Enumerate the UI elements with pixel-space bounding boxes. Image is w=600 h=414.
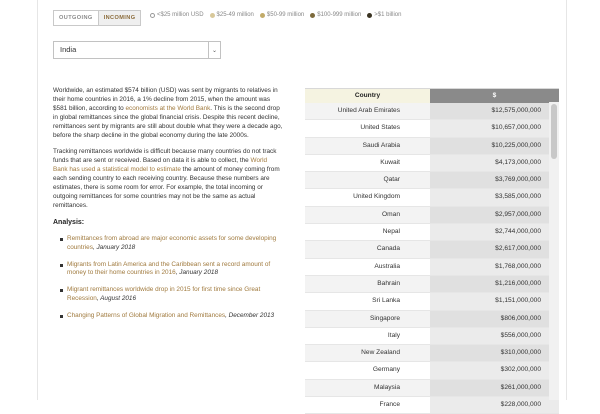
legend-dot-icon bbox=[210, 13, 215, 18]
table-row bbox=[305, 328, 559, 345]
country-cell: Nepal bbox=[382, 228, 400, 236]
table-row bbox=[305, 138, 559, 155]
world-bank-economists-link[interactable]: economists at the World Bank bbox=[125, 104, 211, 112]
country-cell: New Zealand bbox=[361, 349, 400, 357]
value-cell: $1,216,000,000 bbox=[430, 276, 559, 292]
table-row bbox=[305, 311, 559, 328]
country-cell: United States bbox=[360, 124, 400, 132]
legend-label: $100-999 million bbox=[317, 12, 362, 18]
value-cell: $806,000,000 bbox=[430, 311, 559, 327]
table-row bbox=[305, 155, 559, 172]
country-cell: Sri Lanka bbox=[372, 297, 400, 305]
legend-dot-icon bbox=[367, 13, 372, 18]
incoming-tab[interactable]: INCOMING bbox=[98, 11, 141, 25]
value-cell: $1,151,000,000 bbox=[430, 293, 559, 309]
value-column-header[interactable]: $ bbox=[430, 89, 559, 103]
analysis-item bbox=[53, 286, 283, 304]
analysis-item bbox=[53, 235, 283, 253]
outgoing-tab[interactable]: OUTGOING bbox=[59, 15, 93, 21]
analysis-link[interactable]: Migrant remittances worldwide drop in 2015 for first time since Great Recession bbox=[67, 286, 261, 303]
country-cell: Qatar bbox=[383, 176, 400, 184]
value-cell: $2,617,000,000 bbox=[430, 241, 559, 257]
table-row bbox=[305, 103, 559, 120]
value-cell: $261,000,000 bbox=[430, 380, 559, 396]
statistical-model-link[interactable]: World Bank has used a statistical model to estimate bbox=[53, 157, 268, 174]
value-cell: $10,657,000,000 bbox=[430, 120, 559, 136]
country-cell: Malaysia bbox=[373, 383, 400, 391]
value-cell: $302,000,000 bbox=[430, 362, 559, 378]
country-cell: Bahrain bbox=[377, 279, 400, 287]
analysis-link[interactable]: Migrants from Latin America and the Caribbean sent a record amount of money to their home countries in 2016 bbox=[67, 260, 271, 277]
bullet-icon bbox=[60, 315, 63, 318]
chevron-down-icon[interactable]: ⌄ bbox=[208, 42, 220, 58]
legend-label: $25-49 million bbox=[216, 12, 254, 18]
analysis-list bbox=[53, 235, 283, 321]
table-row bbox=[305, 293, 559, 310]
country-select-value: India bbox=[60, 45, 77, 54]
map-legend bbox=[150, 12, 401, 18]
table-row bbox=[305, 397, 559, 414]
legend-item bbox=[210, 12, 254, 18]
value-cell: $4,173,000,000 bbox=[430, 155, 559, 171]
analysis-date: , August 2016 bbox=[96, 295, 137, 303]
value-cell: $3,585,000,000 bbox=[430, 189, 559, 205]
value-cell: $310,000,000 bbox=[430, 345, 559, 361]
country-column-header[interactable]: Country bbox=[305, 89, 430, 103]
analysis-date: , January 2018 bbox=[175, 269, 218, 277]
table-body bbox=[305, 103, 559, 414]
table-row bbox=[305, 172, 559, 189]
bullet-icon bbox=[60, 264, 63, 267]
table-row bbox=[305, 345, 559, 362]
analysis-item bbox=[53, 312, 283, 321]
method-text: Tracking remittances worldwide is difficult because many countries do not track funds that are sent or received. Based on data it is able to collect, the bbox=[53, 148, 277, 165]
country-select[interactable] bbox=[53, 41, 221, 59]
legend-label: $50-99 million bbox=[266, 12, 305, 18]
analysis-heading: Analysis: bbox=[53, 218, 85, 226]
country-cell: Canada bbox=[376, 245, 400, 253]
frame-border-right bbox=[566, 0, 567, 400]
country-cell: Saudi Arabia bbox=[362, 141, 400, 149]
legend-dot-icon bbox=[150, 13, 155, 18]
analysis-date: , January 2018 bbox=[92, 243, 136, 251]
country-cell: Australia bbox=[374, 262, 400, 270]
analysis-item bbox=[53, 261, 283, 279]
table-row bbox=[305, 362, 559, 379]
value-cell: $3,769,000,000 bbox=[430, 172, 559, 188]
legend-dot-icon bbox=[260, 13, 265, 18]
table-row bbox=[305, 380, 559, 397]
intro-text-cont: . This is the second drop in global remittances since the global financial crisis. Despite this recent decline, remittances sent by migrants are still about double what they were a decade ago, before the sharp decline in the global economy during the late 2000s. bbox=[53, 104, 283, 139]
legend-item bbox=[260, 12, 304, 18]
article-text bbox=[53, 87, 283, 329]
value-cell: $2,957,000,000 bbox=[430, 207, 559, 223]
country-cell: Germany bbox=[372, 366, 400, 374]
analysis-link[interactable]: Changing Patterns of Global Migration and Remittances bbox=[67, 312, 226, 320]
country-cell: United Arab Emirates bbox=[337, 107, 400, 114]
bullet-icon bbox=[60, 289, 63, 292]
country-cell: Oman bbox=[382, 210, 400, 218]
country-cell: Kuwait bbox=[380, 158, 400, 166]
table-row bbox=[305, 120, 559, 137]
value-cell: $1,768,000,000 bbox=[430, 259, 559, 275]
value-cell: $12,575,000,000 bbox=[430, 103, 559, 119]
legend-label: <$25 million USD bbox=[157, 12, 204, 18]
legend-item bbox=[150, 12, 204, 18]
country-cell: France bbox=[379, 401, 400, 409]
country-cell: Singapore bbox=[369, 314, 400, 322]
table-row bbox=[305, 207, 559, 224]
legend-item bbox=[367, 12, 401, 18]
bullet-icon bbox=[60, 238, 63, 241]
direction-toggle bbox=[53, 10, 141, 26]
legend-item bbox=[310, 12, 361, 18]
value-cell: $228,000,000 bbox=[430, 397, 559, 413]
table-scrollbar[interactable] bbox=[549, 102, 559, 400]
scrollbar-thumb[interactable] bbox=[551, 104, 557, 159]
legend-dot-icon bbox=[310, 13, 315, 18]
country-cell: Italy bbox=[387, 331, 400, 339]
table-row bbox=[305, 241, 559, 258]
legend-label: >$1 billion bbox=[374, 12, 402, 18]
value-cell: $10,225,000,000 bbox=[430, 138, 559, 154]
remittance-table bbox=[305, 88, 559, 414]
frame-border-left bbox=[37, 0, 38, 400]
table-row bbox=[305, 259, 559, 276]
table-row bbox=[305, 224, 559, 241]
method-text-cont: the amount of money coming from each sending country to each receiving country. Because these numbers are estimates, there is some room for error. For example, the total incoming or outgoing remittances for some countries may not be the same as actual remittances. bbox=[53, 166, 280, 209]
analysis-link[interactable]: Remittances from abroad are major economic assets for some developing countries bbox=[67, 234, 277, 251]
intro-text: Worldwide, an estimated $574 billion (USD) was sent by migrants to relatives in their home countries in 2016, a 1% decline from 2015, when the amount was $581 billion, according to bbox=[53, 87, 278, 112]
country-cell: United Kingdom bbox=[353, 193, 400, 201]
value-cell: $2,744,000,000 bbox=[430, 224, 559, 240]
analysis-date: , December 2013 bbox=[225, 312, 275, 320]
method-paragraph bbox=[53, 148, 283, 210]
intro-paragraph bbox=[53, 87, 283, 140]
table-header bbox=[305, 89, 559, 103]
table-row bbox=[305, 189, 559, 206]
value-cell: $556,000,000 bbox=[430, 328, 559, 344]
table-row bbox=[305, 276, 559, 293]
